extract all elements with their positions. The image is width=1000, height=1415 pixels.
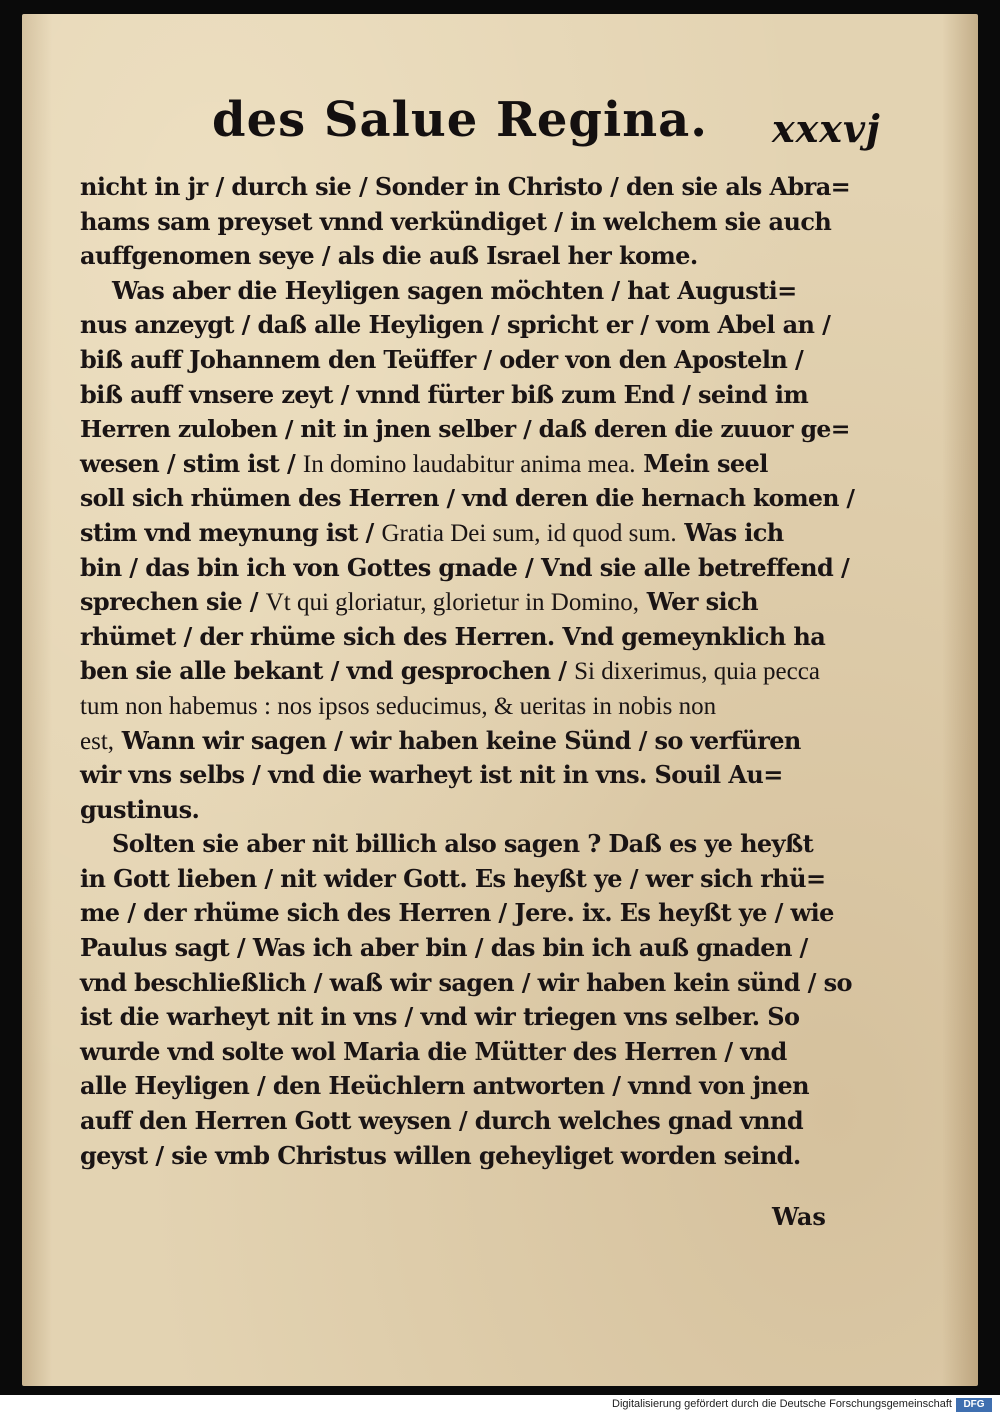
text-line: [80, 516, 860, 551]
text-line: nus anzeygt / daß alle Heyligen / spricht er / vom Abel an /: [80, 310, 831, 340]
text-line: geyst / sie vmb Christus willen geheyliget worden seind.: [80, 1140, 801, 1170]
text-line: rhümet / der rhüme sich des Herren. Vnd gemeynklich ha: [80, 621, 826, 651]
text-line: Was aber die Heyligen sagen möchten / hat Augusti=: [112, 275, 797, 305]
text-line: wurde vnd solte wol Maria die Mütter des Herren / vnd: [80, 1036, 787, 1066]
text-line: biß auff vnsere zeyt / vnnd fürter biß zum End / seind im: [80, 379, 809, 409]
text-line: bin / das bin ich von Gottes gnade / Vnd sie alle betreffend /: [80, 552, 850, 582]
dfg-logo-icon: DFG: [956, 1398, 992, 1412]
footer-credit: Digitalisierung gefördert durch die Deutsche Forschungsgemeinschaft: [612, 1398, 952, 1410]
running-head: des Salue Regina.: [212, 92, 708, 148]
folio-number: xxxvj: [772, 106, 881, 151]
text-line: ist die warheyt nit in vns / vnd wir triegen vns selber. So: [80, 1002, 800, 1032]
text-line: nicht in jr / durch sie / Sonder in Christo / den sie als Abra=: [80, 172, 851, 201]
text-segment: ben sie alle bekant / vnd gesprochen /: [80, 656, 575, 686]
text-line: auffgenomen seye / als die auß Israel her kome.: [80, 241, 698, 271]
text-line: [80, 689, 860, 724]
text-line: [80, 585, 860, 620]
latin-quotation: Si dixerimus, quia pecca: [574, 658, 820, 686]
text-segment: Wer sich: [639, 587, 758, 617]
latin-quotation: tum non habemus : nos ipsos seducimus, & ueritas in nobis non: [80, 692, 717, 720]
text-line: Herren zuloben / nit in jnen selber / daß deren die zuuor ge=: [80, 415, 850, 444]
text-segment: Mein seel: [635, 448, 768, 478]
text-line: gustinus.: [80, 794, 200, 824]
text-segment: sprechen sie /: [80, 587, 266, 617]
book-page: [22, 14, 978, 1386]
text-line: Paulus sagt / Was ich aber bin / das bin ich auß gnaden /: [80, 933, 808, 963]
text-line: hams sam preyset vnnd verkündiget / in welchem sie auch: [80, 206, 832, 236]
text-segment: stim vnd meynung ist /: [80, 517, 382, 547]
text-line: me / der rhüme sich des Herren / Jere. ix. Es heyßt ye / wie: [80, 898, 834, 928]
latin-quotation: Vt qui gloriatur, glorietur in Domino,: [265, 589, 639, 617]
text-block: [80, 170, 860, 1173]
text-segment: Wann wir sagen / wir haben keine Sünd / so verfüren: [114, 725, 801, 755]
text-line: [80, 724, 860, 759]
text-line: Solten sie aber nit billich also sagen ? Daß es ye heyßt: [112, 829, 814, 859]
latin-quotation: In domino laudabitur anima mea.: [302, 450, 636, 478]
text-line: auff den Herren Gott weysen / durch welches gnad vnnd: [80, 1106, 804, 1136]
footer-bar: [0, 1396, 1000, 1415]
text-line: in Gott lieben / nit wider Gott. Es heyßt ye / wer sich rhü=: [80, 863, 826, 893]
text-line: vnd beschließlich / waß wir sagen / wir haben kein sünd / so: [80, 967, 852, 997]
text-segment: wesen / stim ist /: [80, 448, 303, 478]
text-line: soll sich rhümen des Herren / vnd deren die hernach komen /: [80, 484, 855, 513]
latin-quotation: est,: [80, 727, 115, 755]
text-line: alle Heyligen / den Heüchlern antworten / vnnd von jnen: [80, 1071, 809, 1101]
latin-quotation: Gratia Dei sum, id quod sum.: [381, 519, 677, 547]
text-line: [80, 654, 860, 689]
text-segment: Was ich: [676, 517, 784, 547]
text-line: wir vns selbs / vnd die warheyt ist nit in vns. Souil Au=: [80, 760, 783, 790]
text-line: [80, 447, 860, 482]
text-line: biß auff Johannem den Teüffer / oder von den Aposteln /: [80, 344, 804, 374]
catchword: Was: [772, 1202, 826, 1231]
